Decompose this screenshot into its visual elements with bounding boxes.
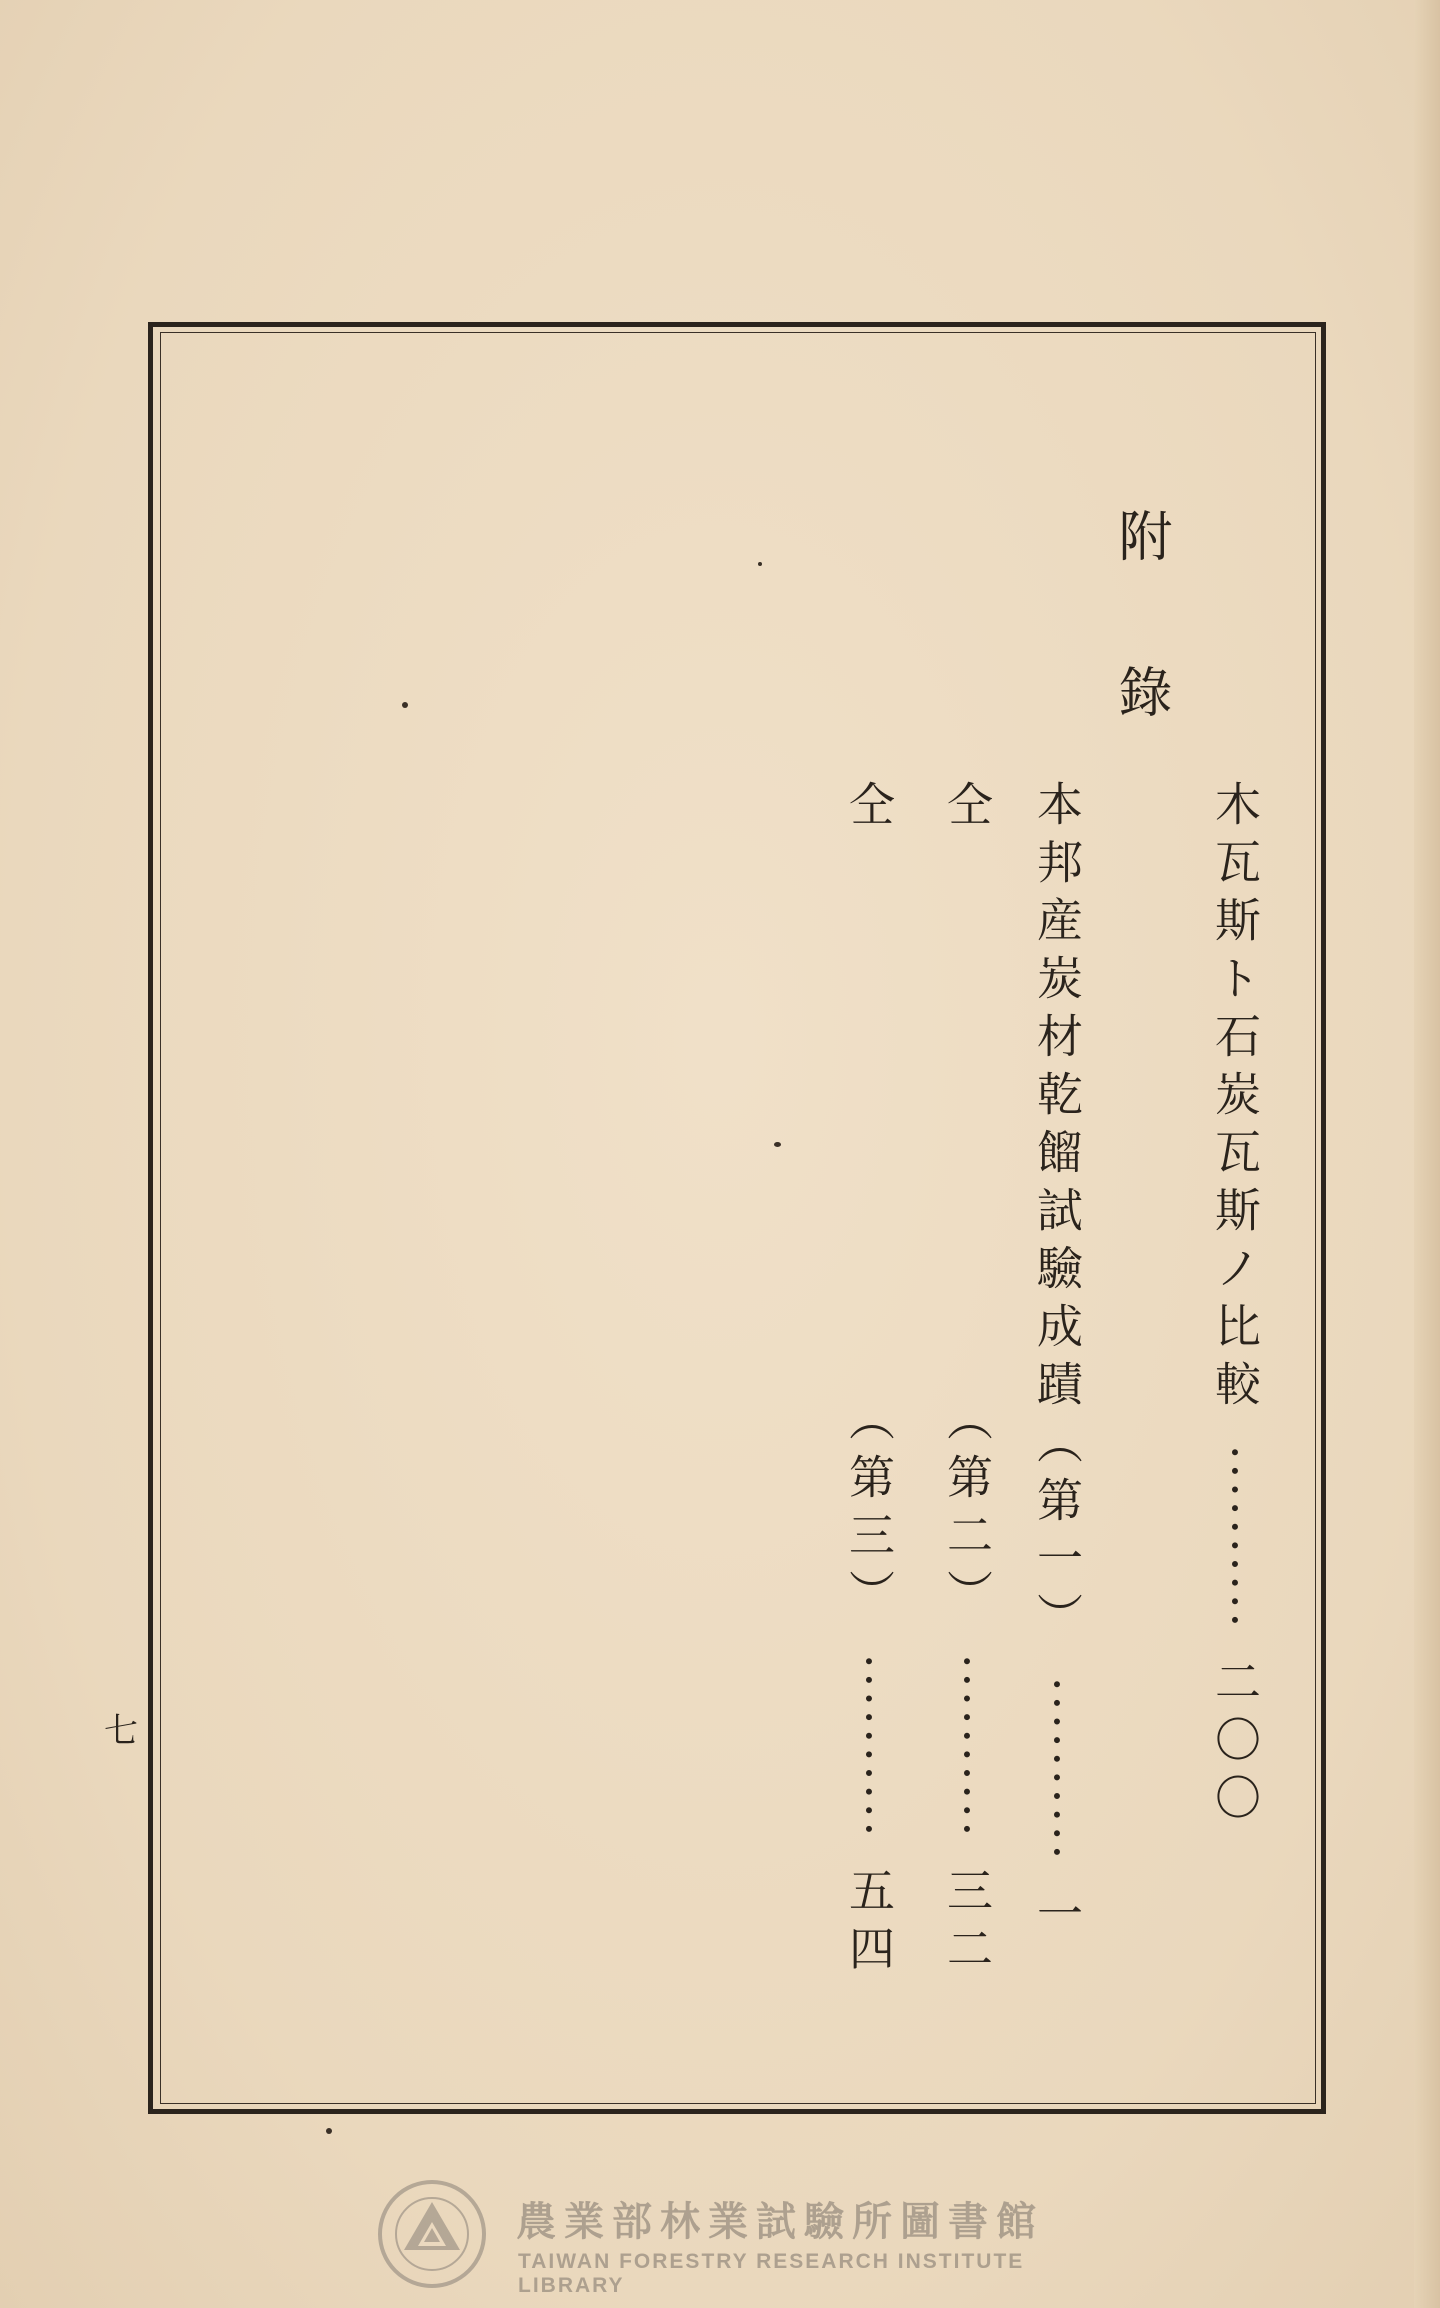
ink-speck — [402, 702, 408, 708]
toc-entry-title: 木瓦斯ト石炭瓦斯ノ比較 — [1208, 780, 1262, 1418]
dot-leader: ·········· — [1030, 1676, 1084, 1863]
dot-leader: ·········· — [1208, 1444, 1262, 1631]
toc-entry-title: 仝 （第二） — [940, 780, 994, 1627]
toc-entry-page: 三二 — [940, 1866, 994, 1983]
dot-leader: ·········· — [940, 1653, 994, 1840]
toc-entry-page: 一 — [1030, 1889, 1084, 1948]
watermark-subtitle: TAIWAN FORESTRY RESEARCH INSTITUTE LIBRARY — [518, 2250, 1025, 2297]
toc-entry-3 — [940, 780, 994, 1983]
ink-speck — [758, 562, 762, 566]
appendix-heading-char-1: 附 — [1110, 508, 1173, 562]
toc-entry-page: 五四 — [842, 1866, 896, 1983]
toc-entry-title: 仝 （第三） — [842, 780, 896, 1627]
toc-entry-1 — [1208, 780, 1262, 1832]
toc-entry-title: 本邦産炭材乾餾試驗成蹟（第一） — [1030, 780, 1084, 1650]
watermark-title: 農業部林業試驗所圖書館 — [516, 2199, 1044, 2245]
inner-frame-border — [160, 332, 1316, 2104]
appendix-heading-char-2: 錄 — [1110, 664, 1173, 718]
library-watermark — [376, 2178, 1076, 2297]
library-seal-icon — [376, 2178, 488, 2290]
toc-entry-4 — [842, 780, 896, 1983]
dot-leader: ·········· — [842, 1653, 896, 1840]
page-edge — [1414, 0, 1440, 2308]
page-folio-number: 七 — [104, 1711, 138, 1751]
ink-speck — [326, 2128, 332, 2134]
ink-speck — [774, 1142, 781, 1147]
toc-entry-2 — [1030, 780, 1084, 1948]
toc-entry-page: 二〇〇 — [1208, 1657, 1262, 1832]
